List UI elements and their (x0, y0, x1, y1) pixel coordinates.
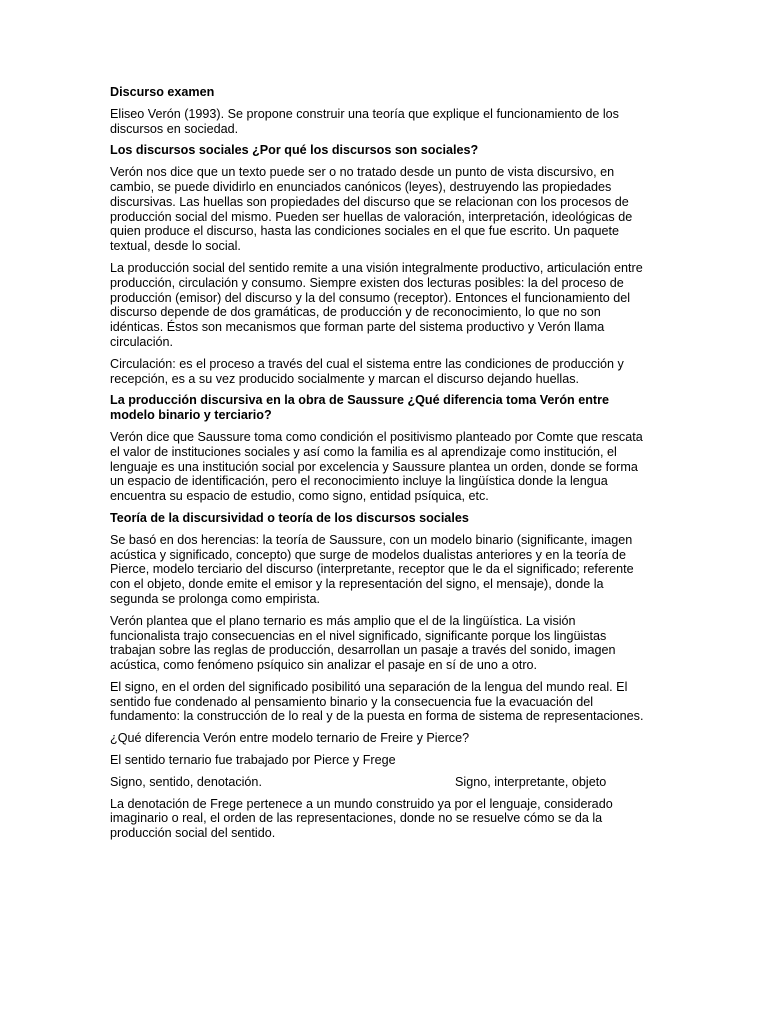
text-line: La producción social del sentido remite a una visión integralmente productivo, articulación entre (110, 260, 643, 275)
text-line: acústica y significado, concepto) que surge de modelos dualistas anteriores y en la teoría de (110, 547, 626, 562)
text-line: un espacio de identificación, pero el reconocimiento incluye la lingüística donde la lengua (110, 474, 608, 489)
text-line: discurso depende de dos gramáticas, de producción y de reconocimiento, lo que no son (110, 305, 601, 320)
text-line: recepción, es a su vez producido socialmente y marcan el discurso dejando huellas. (110, 371, 580, 386)
paragraph (110, 680, 648, 724)
section-heading: Los discursos sociales ¿Por qué los discursos son sociales? (110, 143, 479, 158)
paragraph (110, 165, 648, 254)
text-line: segunda se prolonga como empirista. (110, 591, 321, 606)
text-line: Se basó en dos herencias: la teoría de Saussure, con un modelo binario (significante, imagen (110, 532, 633, 547)
document-title: Discurso examen (110, 85, 215, 99)
paragraph (110, 430, 648, 504)
text-line: Verón plantea que el plano ternario es más amplio que el de la lingüística. La visión (110, 613, 576, 628)
text-line: quien produce el discurso, hasta las condiciones sociales en el que fue escrito. Un paquete (110, 224, 619, 239)
sign-comparison (110, 775, 648, 790)
text-line: El signo, en el orden del significado posibilitó una separación de la lengua del mundo real. El (110, 679, 628, 694)
paragraph (110, 614, 648, 673)
section-heading (110, 393, 648, 423)
text-line: textual, desde lo social. (110, 239, 241, 254)
text-line: Pierce, modelo terciario del discurso (interpretante, receptor que le da el significado; referente (110, 562, 634, 577)
text-line: fundamento: la construcción de lo real y de la puesta en forma de sistema de representaciones. (110, 709, 644, 724)
sign-left: Signo, sentido, denotación. (110, 774, 262, 789)
heading-line: modelo binario y terciario? (110, 408, 272, 423)
heading-line: La producción discursiva en la obra de Saussure ¿Qué diferencia toma Verón entre (110, 393, 610, 408)
question-line: ¿Qué diferencia Verón entre modelo ternario de Freire y Pierce? (110, 731, 470, 746)
text-line: producción social del mismo. Pueden ser huellas de valoración, interpretación, ideológicas de (110, 209, 633, 224)
text-line: producción social del sentido. (110, 826, 276, 841)
section-heading: Teoría de la discursividad o teoría de los discursos sociales (110, 510, 469, 525)
text-line: con el objeto, donde emite el emisor y la representación del signo, el mensaje), donde la (110, 577, 604, 592)
text-line: sentido fue condenado al pensamiento binario y la consecuencia fue la evacuación del (110, 694, 594, 709)
text-line: el valor de instituciones sociales y así como la familia es al aprendizaje como institución, el (110, 444, 617, 459)
text-line: Verón dice que Saussure toma como condición el positivismo planteado por Comte que rescata (110, 429, 643, 444)
paragraph (110, 261, 648, 350)
text-line: encuentra su espacio de estudio, como signo, entidad psíquica, etc. (110, 489, 489, 504)
text-line: acústica, como fenómeno psíquico sin analizar el pasaje en sí de uno a otro. (110, 658, 538, 673)
text-line: discursivas. Las huellas son propiedades del discurso que se relacionan con los procesos de (110, 194, 629, 209)
intro-paragraph (110, 107, 648, 137)
text-line: lenguaje es una institución social por excelencia y Saussure plantea un orden, donde se forma (110, 459, 638, 474)
text-line: La denotación de Frege pertenece a un mundo construido ya por el lenguaje, considerado (110, 796, 613, 811)
text-line: producción, circulación y consumo. Siempre existen dos lecturas posibles: la del proceso de (110, 275, 624, 290)
text-line: funcionalista trajo consecuencias en el nivel significado, significante porque los lingüistas (110, 628, 607, 643)
text-line: Verón nos dice que un texto puede ser o no tratado desde un punto de vista discursivo, en (110, 165, 615, 180)
paragraph (110, 797, 648, 841)
text-line: imaginario o real, el orden de las representaciones, donde no se resuelve cómo se da la (110, 811, 603, 826)
text-line: trabajan sobre las reglas de producción, desarrollan un pasaje a través del sonido, imagen (110, 643, 616, 658)
text-line: Eliseo Verón (1993). Se propone construir una teoría que explique el funcionamiento de los (110, 106, 619, 121)
paragraph (110, 533, 648, 607)
text-line: circulación. (110, 334, 173, 349)
text-line: Circulación: es el proceso a través del cual el sistema entre las condiciones de producción y (110, 356, 624, 371)
text-line: El sentido ternario fue trabajado por Pierce y Frege (110, 753, 396, 768)
text-line: idénticas. Éstos son mecanismos que forman parte del sistema productivo y Verón llama (110, 320, 605, 335)
sign-right: Signo, interpretante, objeto (455, 774, 607, 789)
text-line: discursos en sociedad. (110, 121, 239, 136)
text-line: cambio, se puede dividirlo en enunciados canónicos (leyes), destruyendo las propiedades (110, 179, 612, 194)
paragraph (110, 357, 648, 387)
text-line: producción (emisor) del discurso y la del consumo (receptor). Entonces el funcionamiento del (110, 290, 631, 305)
